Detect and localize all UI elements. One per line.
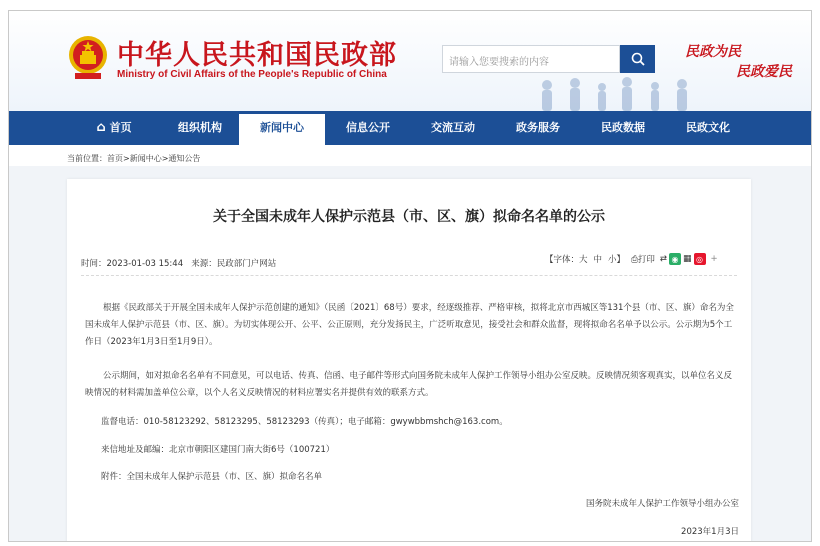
article-paragraph-2: 公示期间，如对拟命名名单有不同意见，可以电话、传真、信函、电子邮件等形式向国务院未成年人保护工作领导小组办公室反映。反映情况须客观真实，以单位名义反映情况的材料需加盖单位公章，以个人名义反映情况的材料应署实名并提供有效的联系方式。 <box>85 371 733 398</box>
people-silhouette-decoration <box>527 75 707 111</box>
more-share-icon[interactable]: + <box>710 254 718 264</box>
breadcrumb-separator: > <box>123 154 130 163</box>
source-label: 来源： <box>191 259 217 269</box>
home-icon: ⌂ <box>96 120 106 135</box>
article-card <box>67 179 751 542</box>
wechat-icon[interactable]: ◉ <box>669 253 681 265</box>
nav-item-culture[interactable]: 民政文化 <box>686 121 730 134</box>
nav-item-interaction[interactable]: 交流互动 <box>431 121 475 134</box>
attachment-link[interactable]: 附件：全国未成年人保护示范县（市、区、旗）拟命名名单 <box>101 472 323 482</box>
search-button[interactable] <box>620 45 655 73</box>
breadcrumb-notices[interactable]: 通知公告 <box>168 154 201 163</box>
browser-frame <box>8 10 812 542</box>
sign-date: 2023年1月3日 <box>681 527 739 537</box>
font-small-button[interactable]: 小】 <box>608 255 626 265</box>
article-meta <box>81 257 276 269</box>
breadcrumb <box>67 153 200 164</box>
printer-icon: ⎙ <box>631 255 638 265</box>
nav-item-news-center[interactable]: 新闻中心 <box>239 111 325 145</box>
article-tools <box>545 253 718 265</box>
qrcode-icon[interactable]: ▦ <box>683 254 692 264</box>
print-button[interactable]: ⎙打印 <box>631 255 655 265</box>
site-title-english: Ministry of Civil Affairs of the People's Republic of China <box>117 69 387 80</box>
site-title[interactable]: 中华人民共和国民政部 <box>117 40 397 71</box>
nav-item-organization[interactable]: 组织机构 <box>178 121 222 134</box>
slogan-line-1: 民政为民 <box>685 44 741 60</box>
breadcrumb-news-center[interactable]: 新闻中心 <box>129 154 162 163</box>
meta-divider <box>81 275 737 276</box>
source-name: 民政部门户网站 <box>216 259 277 269</box>
breadcrumb-home[interactable]: 首页 <box>107 154 123 163</box>
font-size-label: 【字体： <box>545 255 580 265</box>
publish-time: 2023-01-03 15:44 <box>106 259 184 269</box>
contact-address: 来信地址及邮编：北京市朝阳区建国门南大街6号（100721） <box>101 445 335 455</box>
slogan-line-2: 民政爱民 <box>736 64 792 80</box>
font-medium-button[interactable]: 中 <box>593 255 603 265</box>
search-icon <box>631 52 645 66</box>
site-header <box>9 11 811 111</box>
nav-item-data[interactable]: 民政数据 <box>601 121 645 134</box>
nav-item-home[interactable]: ⌂ 首页 <box>96 120 132 135</box>
share-icon[interactable]: ⇄ <box>659 254 668 264</box>
breadcrumb-prefix: 当前位置： <box>67 154 107 163</box>
contact-phone-email: 监督电话：010-58123292、58123295、58123293（传真）；电子邮箱：gwywbbmshch@163.com。 <box>101 417 508 427</box>
main-nav <box>9 111 811 145</box>
time-label: 时间： <box>81 259 107 269</box>
signer: 国务院未成年人保护工作领导小组办公室 <box>585 499 739 509</box>
breadcrumb-separator: > <box>161 154 169 163</box>
article-paragraph-1: 根据《民政部关于开展全国未成年人保护示范创建的通知》（民函〔2021〕68号）要求，经逐级推荐、严格审核，拟将北京市西城区等131个县（市、区、旗）命名为全国未成年人保护示范县（市、区、旗）。为切实体现公开、公平、公正原则，充分发扬民主，广泛听取意见，接受社会和群众监督，现将拟命名名单予以公示。公示期为5个工作日（2023年1月3日至1月9日）。 <box>85 303 734 347</box>
search-input[interactable]: 请输入您要搜索的内容 <box>442 45 620 73</box>
nav-item-info-disclosure[interactable]: 信息公开 <box>346 121 390 134</box>
nav-item-gov-services[interactable]: 政务服务 <box>516 121 560 134</box>
article-title: 关于全国未成年人保护示范县（市、区、旗）拟命名名单的公示 <box>213 209 605 225</box>
font-large-button[interactable]: 大 <box>579 255 588 265</box>
national-emblem-icon[interactable] <box>67 33 109 81</box>
weibo-icon[interactable]: ◎ <box>694 253 706 265</box>
